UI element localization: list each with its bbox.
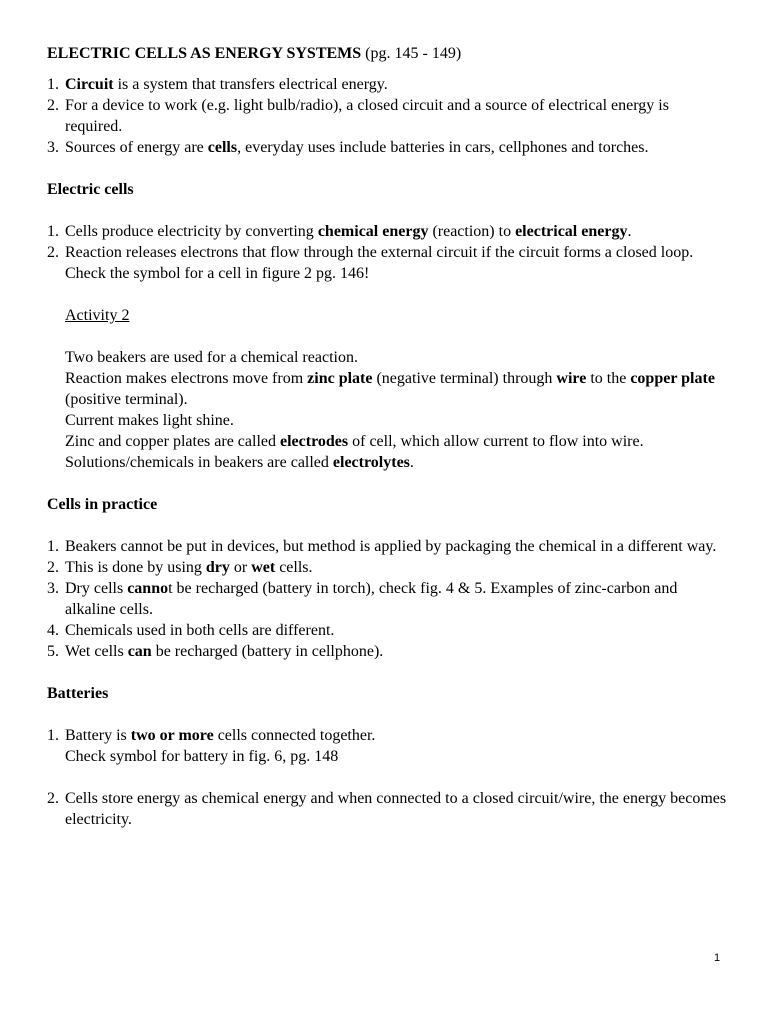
list-item: 5. Wet cells can be recharged (battery in cellphone). [47, 643, 384, 660]
cell-symbol-note: Check the symbol for a cell in figure 2 pg. 146! [65, 265, 370, 282]
list-item: 1. Circuit is a system that transfers electrical energy. [47, 76, 388, 93]
activity-title: Activity 2 [65, 307, 130, 324]
list-item: 1. Beakers cannot be put in devices, but method is applied by packaging the chemical in a different way. [47, 538, 717, 555]
document-page [47, 43, 727, 830]
section-heading-cells-in-practice: Cells in practice [47, 496, 158, 513]
list-item: 3. Sources of energy are cells, everyday uses include batteries in cars, cellphones and torches. [47, 139, 649, 156]
list-item: 1. Cells produce electricity by converting chemical energy (reaction) to electrical energy. [47, 223, 632, 240]
electric-cells-list [47, 221, 727, 263]
title-pages: (pg. 145 - 149) [361, 45, 462, 62]
section-heading-batteries: Batteries [47, 685, 109, 702]
battery-symbol-note: Check symbol for battery in fig. 6, pg. 148 [65, 748, 339, 765]
list-item: 3. Dry cells cannot be recharged (battery in torch), check fig. 4 & 5. Examples of zinc-carbon and alkaline cells. [47, 580, 678, 618]
intro-list [47, 74, 727, 158]
page-number: 1 [714, 952, 721, 964]
list-item: 4. Chemicals used in both cells are different. [47, 622, 335, 639]
list-item: 2. Reaction releases electrons that flow through the external circuit if the circuit forms a closed loop. [47, 244, 694, 261]
section-heading-electric-cells: Electric cells [47, 181, 134, 198]
list-item: 2. For a device to work (e.g. light bulb/radio), a closed circuit and a source of electrical energy is required. [47, 97, 669, 135]
document-title [47, 43, 727, 64]
list-item: 1. Battery is two or more cells connected together. [47, 727, 376, 744]
cells-in-practice-list [47, 536, 727, 662]
list-item: 2. Cells store energy as chemical energy and when connected to a closed circuit/wire, the energy becomes electricity. [47, 790, 727, 828]
activity-text: Two beakers are used for a chemical reaction. Reaction makes electrons move from zinc plate (negative terminal) through wire to the copper plate (positive terminal). Current makes light shine. Zinc and copper plates are called electrodes of cell, which allow current to flow into wire. Solutions/chemicals in beakers are called electrolytes. [65, 349, 715, 471]
list-item: 2. This is done by using dry or wet cells. [47, 559, 313, 576]
title-bold: ELECTRIC CELLS AS ENERGY SYSTEMS [47, 45, 362, 62]
